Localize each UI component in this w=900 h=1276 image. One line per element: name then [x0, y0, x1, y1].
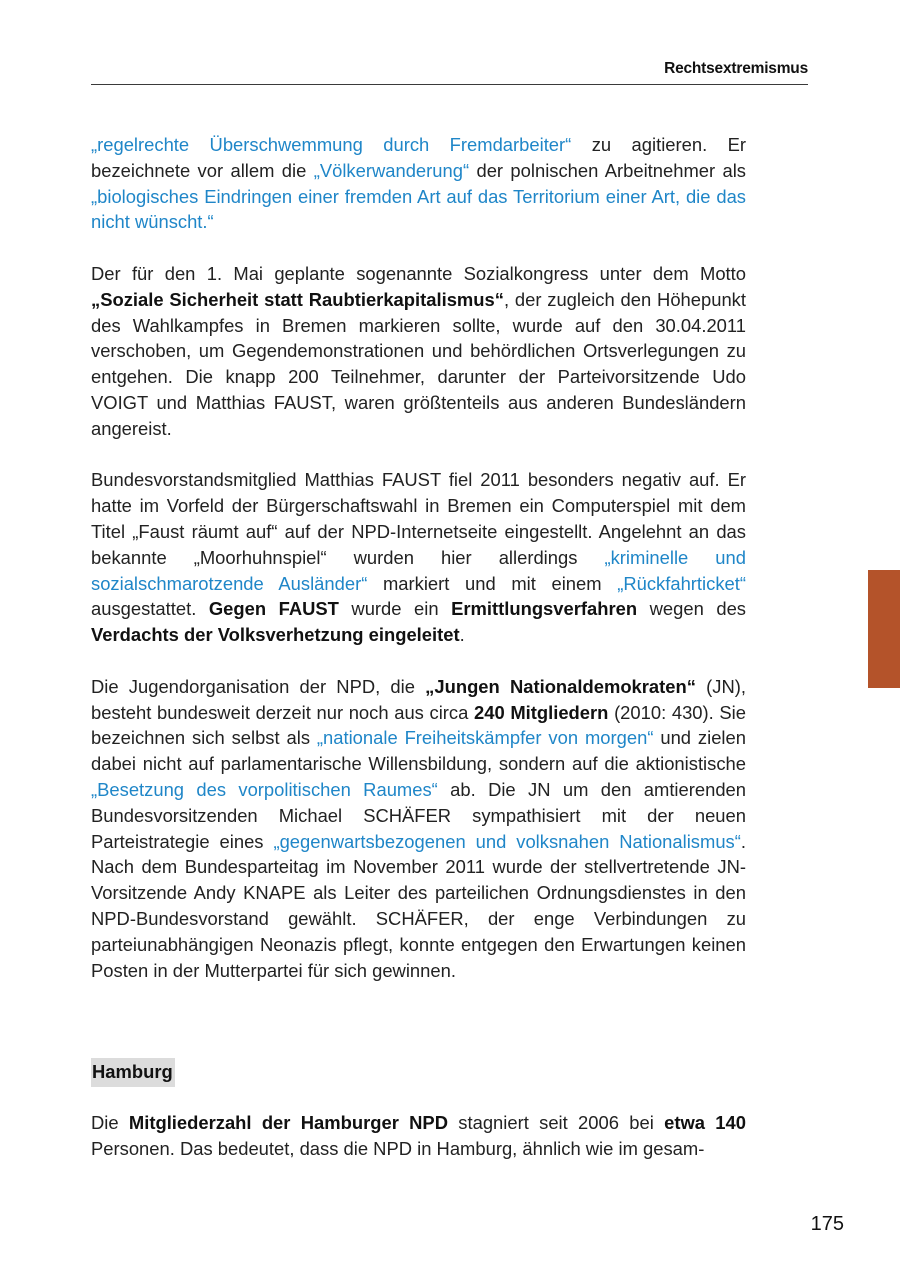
bold-text: etwa 140 [664, 1112, 746, 1133]
page-number: 175 [810, 1213, 844, 1235]
quoted-text: „nationale Freiheitskämpfer von morgen“ [316, 727, 654, 749]
text-run: wurde ein [338, 598, 452, 620]
text-run: . [459, 624, 465, 646]
section-heading: Hamburg [91, 1058, 175, 1087]
body-text [91, 132, 746, 1009]
text-run: der polnischen Arbeitnehmer als [469, 159, 746, 181]
bold-text: Ermittlungsverfahren [451, 598, 638, 620]
header-divider [91, 84, 808, 85]
bold-text: 240 Mitgliedern [474, 701, 609, 723]
paragraph [91, 132, 746, 235]
bold-text: Verdachts der Volksverhetzung eingeleitet [91, 624, 460, 646]
paragraph-hamburg [91, 1110, 746, 1162]
quoted-text: „Rückfahrticket“ [617, 572, 746, 594]
text-run: (2010: 430). Sie bezeichnen sich selbst als [91, 701, 746, 749]
text-run: Bundesvorstandsmitglied Matthias FAUST fiel 2011 besonders negativ auf. Er hatte im Vorfeld der Bürgerschaftswahl in Bremen ein Computerspiel mit dem Titel „Faust räumt auf“ auf der NPD-Internetseite eingestellt. Angelehnt an das bekannte „Moorhuhnspiel“ wurden hier allerdings [91, 469, 746, 568]
paragraph [91, 261, 746, 442]
text-run: , der zugleich den Höhepunkt des Wahlkampfes in Bremen markieren sollte, wurde auf den 30.04.2011 verschoben, um Gegendemonstrationen und behördlichen Ortsverlegungen zu entgehen. Die knapp 200 Teilnehmer, darunter der Parteivorsitzende Udo VOIGT und Matthias FAUST, waren größtenteils aus anderen Bundesländern angereist. [91, 288, 746, 439]
bold-text: „Jungen Nationaldemokraten“ [425, 675, 696, 697]
running-header: Rechtsextremismus [664, 60, 808, 77]
bold-text: Mitgliederzahl der Hamburger NPD [128, 1112, 448, 1133]
quoted-text: „gegenwartsbezogenen und volksnahen Nationalismus“ [273, 830, 741, 852]
quoted-text: „kriminelle und sozialschmarotzende Ausländer“ [91, 546, 746, 594]
quoted-text: „Besetzung des vorpolitischen Raumes“ [91, 778, 438, 800]
text-run: ausgestattet. [91, 598, 209, 620]
text-run: ab. Die JN um den amtierenden Bundesvorsitzenden Michael SCHÄFER sympathisiert mit der neuen Parteistrategie eines [91, 778, 747, 852]
text-run: Die [91, 1112, 129, 1133]
bold-text: „Soziale Sicherheit statt Raubtierkapitalismus“ [91, 288, 504, 310]
text-run: (JN), besteht bundesweit derzeit nur noch aus circa [91, 675, 746, 723]
text-run: Personen. Das bedeutet, dass die NPD in Hamburg, ähnlich wie im gesam- [91, 1137, 705, 1159]
bold-text: Gegen FAUST [208, 598, 339, 620]
text-run: Die Jugendorganisation der NPD, die [91, 675, 426, 697]
text-run: zu agitieren. Er bezeichnete vor allem die [91, 134, 746, 181]
text-run: stagniert seit 2006 bei [447, 1112, 665, 1133]
text-run: markiert und mit einem [367, 572, 618, 594]
quoted-text: „Völkerwanderung“ [313, 159, 470, 181]
quoted-text: „regelrechte Überschwemmung durch Fremdarbeiter“ [91, 134, 572, 155]
chapter-tab-marker [868, 570, 900, 688]
text-run: . Nach dem Bundesparteitag im November 2011 wurde der stellvertretende JN-Vorsitzende Andy KNAPE als Leiter des parteilichen Ordnungsdienstes in den NPD-Bundesvorstand gewählt. SCHÄFER, der enge Verbindungen zu parteiunabhängigen Neonazis pflegt, konnte entgegen den Erwartungen keinen Posten in der Mutterpartei für sich gewinnen. [91, 830, 746, 981]
text-run: Der für den 1. Mai geplante sogenannte Sozialkongress unter dem Motto [91, 262, 746, 284]
text-run: wegen des [637, 598, 747, 620]
paragraph [91, 674, 746, 984]
text-run: und zielen dabei nicht auf parlamentarische Willensbildung, sondern auf die aktionistische [91, 727, 746, 775]
paragraph [91, 467, 746, 648]
quoted-text: „biologisches Eindringen einer fremden Art auf das Territorium einer Art, die das nicht wünscht.“ [91, 185, 746, 233]
